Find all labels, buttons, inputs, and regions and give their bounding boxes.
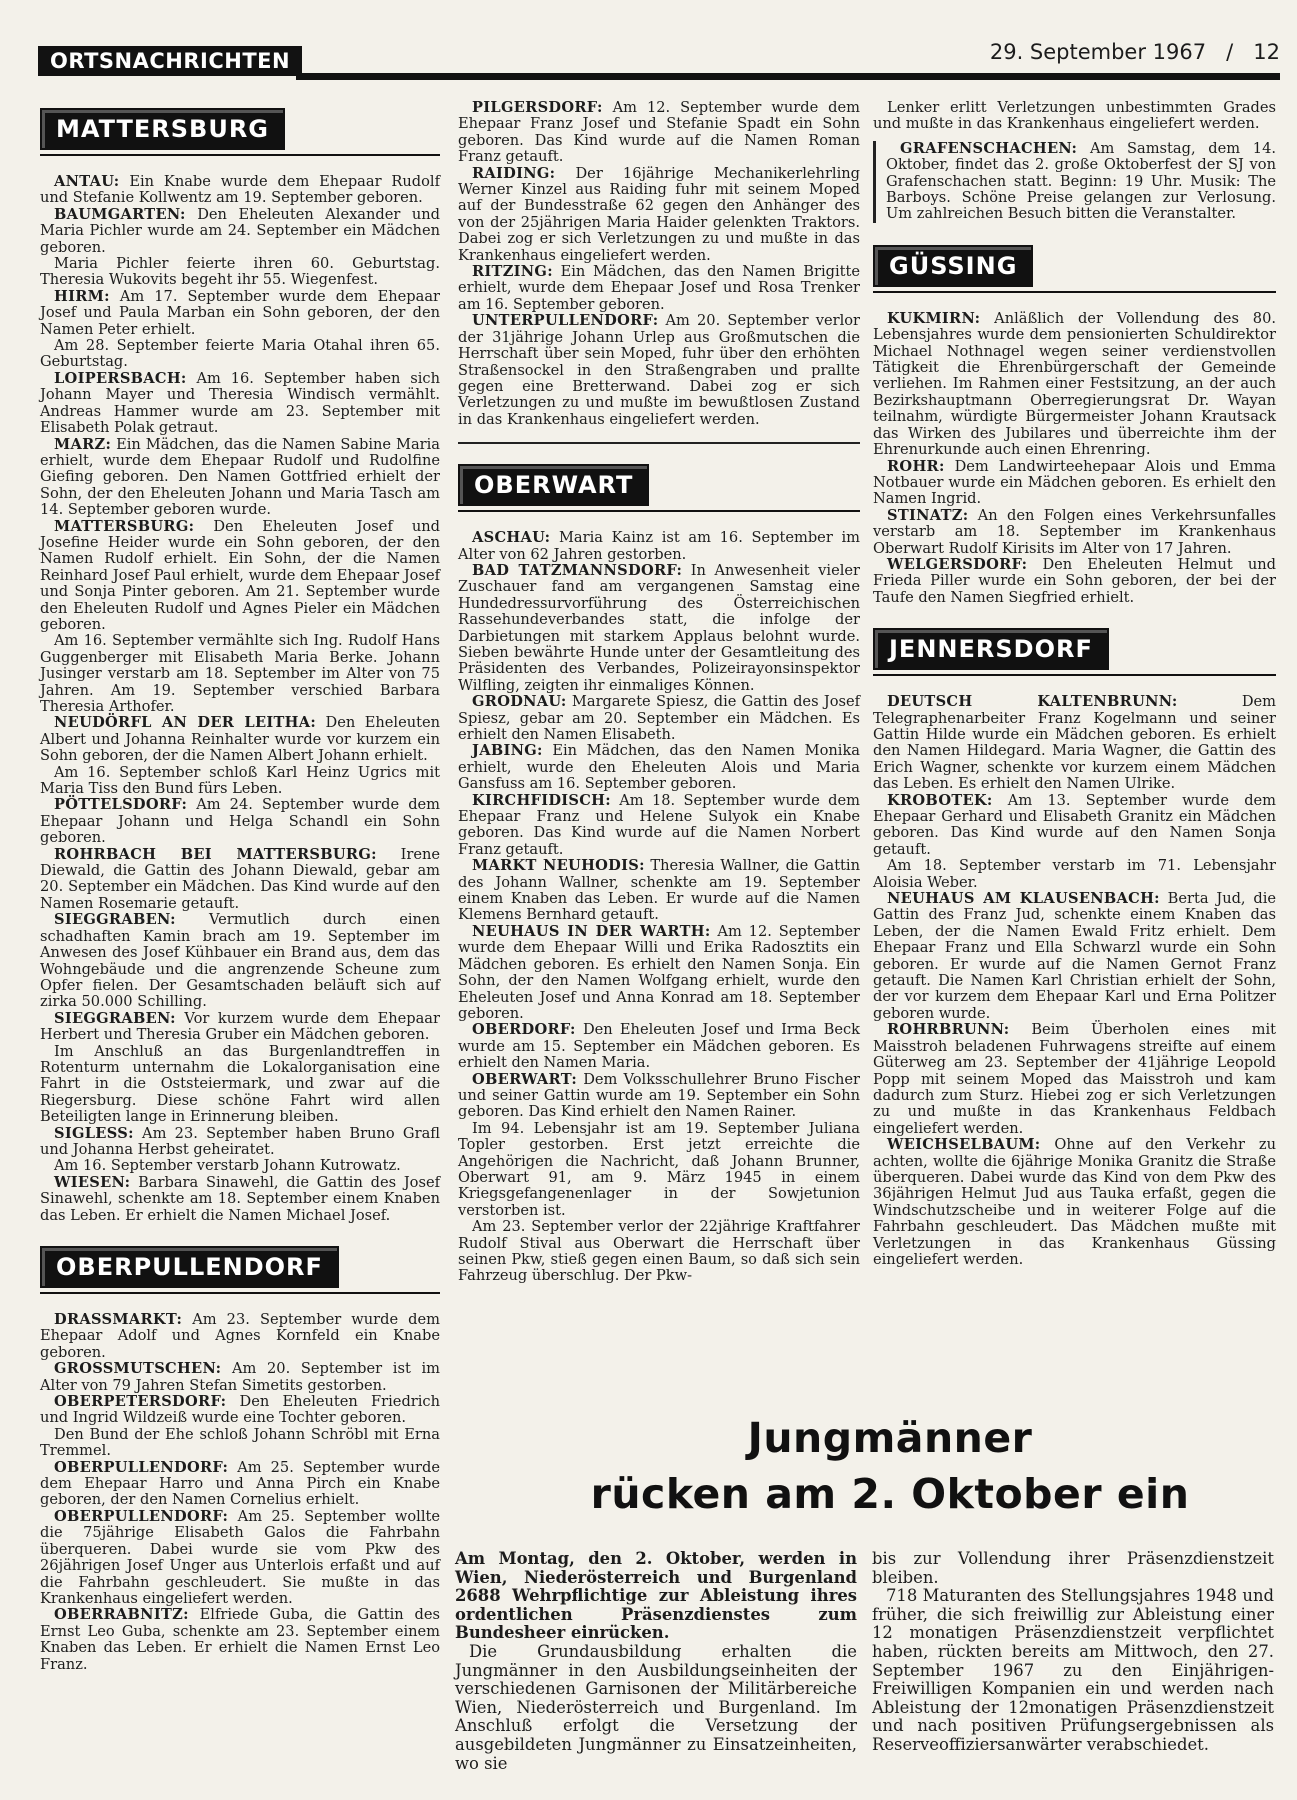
item-text: Den Eheleuten Albert und Johanna Reinhalter wurde vor kurzem ein Sohn geboren, der die Namen Albert Johann erhielt.	[40, 714, 441, 765]
place-name: STINATZ:	[887, 506, 969, 524]
column-2	[458, 100, 860, 1285]
news-item	[40, 1312, 440, 1361]
place-name: OBERRABNITZ:	[54, 1606, 189, 1624]
item-text: Ein Mädchen, das die Namen Sabine Maria erhielt, wurde dem Ehepaar Rudolf und Rudolfine Giefing geboren. Den Namen Gottfried erhielt der Sohn, der den Eheleuten Johann und Maria Tasch am 14. September geboren wurde.	[40, 435, 440, 519]
news-item	[458, 793, 860, 859]
item-text: Den Eheleuten Helmut und Frieda Piller wurde ein Sohn geboren, der bei der Taufe den Namen Siegfried erhielt.	[873, 555, 1277, 606]
item-text: Lenker erlitt Verletzungen unbestimmten Grades und mußte in das Krankenhaus eingeliefert werden.	[873, 99, 1276, 133]
news-item	[458, 924, 860, 1022]
item-text: Am 16. September vermählte sich Ing. Rudolf Hans Guggenberger mit Elisabeth Maria Berke. Johann Jusinger verstarb am 18. September im Alter von 75 Jahren. Am 19. September verschied Barbara Theresia Arthofer.	[40, 632, 440, 715]
item-text: Am 23. September verlor der 22jährige Kraftfahrer Rudolf Stival aus Oberwart die Herrschaft über seinen Pkw, stieß gegen einen Baum, so daß sich sein Fahrzeug überschlug. Der Pkw-	[458, 1218, 860, 1285]
news-item	[40, 765, 440, 798]
item-text: Am 12. September wurde dem Ehepaar Franz Josef und Stefanie Spadt ein Sohn geboren. Das Kind wurde auf die Namen Roman Franz getauft.	[458, 99, 860, 166]
place-name: OBERPULLENDORF:	[54, 1507, 229, 1525]
place-name: GRODNAU:	[472, 693, 567, 711]
item-text: In Anwesenheit vieler Zuschauer fand am vergangenen Samstag eine Hundedressurvorführung des Österreichischen Rassehundeverbandes statt, die infolge der Darbietungen mit starkem Applaus belohnt wurde. Sieben bewährte Hunde unter der Gesamtleitung des Präsidenten des Verbandes, Polizeirayonsinspektor Wilfling, zeigten ihr einmaliges Können.	[458, 561, 860, 694]
item-text: Am 28. September feierte Maria Otahal ihren 65. Geburtstag.	[40, 337, 440, 371]
item-text: Am 23. September haben Bruno Grafl und Johanna Herbst geheiratet.	[40, 1124, 440, 1158]
place-name: RAIDING:	[472, 164, 556, 182]
news-item	[873, 891, 1276, 1022]
article-paragraph: Die Grundausbildung erhalten die Jungmänner in den Ausbildungseinheiten der verschiedenen Garnisonen der Militärbereiche Wien, Niederösterreich und Burgenland. Im Anschluß erfolgt die Versetzung der ausgebildeten Jungmänner zu Einsatzeinheiten, wo sie	[455, 1641, 857, 1773]
news-item	[40, 847, 440, 913]
place-name: KIRCHFIDISCH:	[472, 791, 611, 809]
place-name: RITZING:	[472, 263, 553, 281]
region-header-oberwart	[458, 456, 860, 526]
place-name: UNTERPULLENDORF:	[472, 312, 659, 330]
item-text: Den Eheleuten Friedrich und Ingrid Wildzeiß wurde eine Tochter geboren.	[40, 1393, 440, 1427]
place-name: BAD TATZMANNSDORF:	[472, 561, 683, 579]
news-item	[40, 437, 440, 519]
region-header-mattersburg	[40, 100, 440, 170]
place-name: GROSSMUTSCHEN:	[54, 1360, 222, 1378]
item-text: Vermutlich durch einen schadhaften Kamin brach am 19. September im Anwesen des Josef Kühbauer ein Brand aus, dem das Wohngebäude und die angrenzende Scheune zum Opfer fielen. Der Gesamtschaden beläuft sich auf zirka 50.000 Schilling.	[40, 911, 440, 1011]
news-item	[40, 207, 440, 256]
item-text: Den Eheleuten Josef und Irma Beck wurde am 15. September ein Mädchen geboren. Es erhielt den Namen Maria.	[458, 1021, 861, 1072]
item-text: Am 24. September wurde dem Ehepaar Johann und Helga Schandl ein Sohn geboren.	[40, 796, 441, 847]
divider	[458, 442, 860, 444]
place-name: NEUHAUS AM KLAUSENBACH:	[887, 890, 1160, 908]
item-text: Berta Jud, die Gattin des Franz Jud, schenkte einem Knaben das Leben, der die Namen Ewald Fritz erhielt. Dem Ehepaar Franz und Ella Schwarzl wurde ein Sohn geboren. Er wurde auf die Namen Gernot Franz getauft. Die Namen Karl Christian erhielt der Sohn, der vor kurzem dem Ehepaar Karl und Erna Politzer geboren wurde.	[873, 890, 1277, 1022]
item-text: Ohne auf den Verkehr zu achten, wollte die 6jährige Monika Granitz die Straße überqueren. Dabei wurde das Kind von dem Pkw des 36jährigen Helmut Jud aus Tauka erfaßt, gegen die Windschutzscheibe und in weiterer Folge auf die Fahrbahn geschleudert. Das Mädchen mußte mit Verletzungen in das Krankenhaus Güssing eingeliefert werden.	[873, 1136, 1277, 1268]
news-item	[873, 793, 1276, 859]
item-text: Dem Telegraphenarbeiter Franz Kogelmann und seiner Gattin Hilde wurde ein Mädchen geboren. Es erhielt den Namen Hildegard. Maria Wagner, die Gattin des Erich Wagner, schenkte vor kurzem einem Mädchen das Leben. Es erhielt den Namen Ulrike.	[873, 693, 1277, 793]
header-rule	[40, 154, 440, 156]
item-text: Am 20. September verlor der 31jährige Johann Urlep aus Großmutschen die Herrschaft über sein Moped, fuhr über den erhöhten Straßensockel in den Straßengraben und prallte gegen eine Bretterwand. Dabei zog er sich Verletzungen zu und mußte im bewußtlosen Zustand in das Krankenhaus eingeliefert werden.	[458, 312, 861, 428]
column-1	[40, 100, 440, 1673]
news-item	[458, 858, 860, 924]
masthead-rule	[296, 73, 1280, 80]
item-text: Maria Pichler feierte ihren 60. Geburtstag. Theresia Wukovits begeht ihr 55. Wiegenfest.	[40, 255, 440, 289]
news-item	[458, 1022, 860, 1071]
header-rule	[40, 1292, 440, 1294]
place-name: SIGLESS:	[54, 1124, 134, 1142]
item-text: An den Folgen eines Verkehrsunfalles verstarb am 18. September im Krankenhaus Oberwart Rudolf Kirisits im Alter von 17 Jahren.	[873, 506, 1276, 557]
item-text: Barbara Sinawehl, die Gattin des Josef Sinawehl, schenkte am 18. September einem Knaben das Leben. Er erhielt die Namen Michael Josef.	[40, 1173, 440, 1224]
article-paragraph: 718 Maturanten des Stellungsjahres 1948 und früher, die sich freiwillig zur Ableistung einer 12 monatigen Präsenzdienstzeit verpflichtet haben, rückten bereits am Mittwoch, den 27. September 1967 zu den Einjährigen-Freiwilligen Kompanien ein und werden nach Ableistung der 12monatigen Präsenzdienstzeit und nach positiven Prüfungsergebnissen als Reserveoffiziersanwärter verabschiedet.	[872, 1586, 1274, 1754]
header-rule	[458, 510, 860, 512]
item-text: Am 16. September verstarb Johann Kutrowatz.	[54, 1157, 401, 1175]
news-item	[40, 1460, 440, 1509]
item-text: Am 25. September wollte die 75jährige Elisabeth Galos die Fahrbahn überqueren. Dabei wurde sie vom Pkw des 26jährigen Josef Unger aus Unterlois erfaßt und auf die Fahrbahn geschleudert. Sie mußte in das Krankenhaus eingeliefert werden.	[40, 1507, 440, 1607]
item-text: Am 18. September wurde dem Ehepaar Franz und Helene Sulyok ein Knabe geboren. Das Kind wurde auf die Namen Norbert Franz getauft.	[458, 791, 861, 858]
item-text: Vor kurzem wurde dem Ehepaar Herbert und Theresia Gruber ein Mädchen geboren.	[40, 1009, 440, 1044]
item-text: Am 18. September verstarb im 71. Lebensjahr Aloisia Weber.	[873, 857, 1276, 891]
boxed-notice	[873, 141, 1276, 223]
section-label: ORTSNACHRICHTEN	[38, 46, 302, 76]
news-item	[40, 633, 440, 715]
place-name: OBERDORF:	[472, 1021, 576, 1039]
region-header-guessing	[873, 237, 1276, 307]
place-name: DEUTSCH KALTENBRUNN:	[887, 693, 1178, 711]
date-separator: /	[1212, 40, 1247, 64]
item-text: Den Bund der Ehe schloß Johann Schröbl mit Erna Tremmel.	[40, 1425, 440, 1460]
place-name: SIEGGRABEN:	[54, 1009, 176, 1027]
news-item	[40, 1509, 440, 1607]
news-list-oberwart-cont	[873, 100, 1276, 133]
page-number: 12	[1253, 40, 1280, 64]
place-name: KUKMIRN:	[887, 309, 981, 327]
header-rule	[873, 291, 1276, 293]
place-name: PÖTTELSDORF:	[54, 796, 188, 814]
item-text: Margarete Spiesz, die Gattin des Josef Spiesz, gebar am 20. September ein Mädchen. Es erhielt den Namen Elisabeth.	[458, 693, 861, 743]
news-item	[873, 459, 1276, 508]
place-name: SIEGGRABEN:	[54, 911, 176, 929]
news-item	[458, 1219, 860, 1285]
news-item	[458, 313, 860, 428]
place-name: WIESEN:	[54, 1173, 131, 1191]
news-item	[873, 557, 1276, 606]
article-column-1	[455, 1550, 857, 1773]
region-title: JENNERSDORF	[873, 628, 1109, 670]
news-item	[458, 1121, 860, 1219]
region-title: MATTERSBURG	[40, 108, 285, 150]
article-paragraph: bis zur Vollendung ihrer Präsenzdienstzeit bleiben.	[872, 1549, 1274, 1587]
place-name: ROHRBACH BEI MATTERSBURG:	[54, 845, 377, 863]
news-list-oberpullendorf-cont	[458, 100, 860, 428]
news-item	[458, 694, 860, 743]
news-item	[40, 1126, 440, 1159]
item-text: Theresia Wallner, die Gattin des Johann Wallner, schenkte am 19. September einem Knaben das Leben. Er wurde auf die Namen Klemens Bernhard getauft.	[458, 857, 860, 924]
article-column-2	[872, 1550, 1274, 1755]
item-text: Ein Knabe wurde dem Ehepaar Rudolf und Stefanie Kollwentz am 19. September geboren.	[40, 173, 440, 207]
news-item	[40, 1607, 440, 1673]
news-list-mattersburg	[40, 174, 440, 1224]
item-text: Am 17. September wurde dem Ehepaar Josef und Paula Marban ein Sohn geboren, der den Namen Peter erhielt.	[40, 287, 440, 338]
place-name: NEUDÖRFL AN DER LEITHA:	[54, 714, 317, 732]
news-item	[40, 256, 440, 289]
issue-date: 29. September 1967	[989, 40, 1207, 64]
masthead	[38, 38, 1280, 82]
item-text: Irene Diewald, die Gattin des Johann Diewald, gebar am 20. September ein Mädchen. Das Kind wurde auf den Namen Rosemarie getauft.	[40, 845, 440, 912]
item-text: Den Eheleuten Josef und Josefine Heider wurde ein Sohn geboren, der den Namen Rudolf erhielt. Ein Sohn, der die Namen Reinhard Josef Paul erhielt, wurde dem Ehepaar Josef und Sonja Pinter geboren. Am 21. September wurde den Eheleuten Rudolf und Agnes Pieler ein Mädchen geboren.	[40, 517, 441, 633]
news-item	[40, 1427, 440, 1460]
item-text: Elfriede Guba, die Gattin des Ernst Leo Guba, schenkte am 23. September einem Knaben das Leben. Er erhielt die Namen Ernst Leo Franz.	[40, 1606, 441, 1673]
place-name: OBERPETERSDORF:	[54, 1393, 227, 1411]
news-list-guessing	[873, 311, 1276, 606]
news-item	[40, 715, 440, 764]
item-text: Beim Überholen eines mit Maisstroh beladenen Fuhrwagens streifte auf einem Güterweg am 23. September der 41jährige Leopold Popp mit seinem Moped das Maisstroh und kam dadurch zum Sturz. Hiebei zog er sich Verletzungen zu und mußte in das Krankenhaus Feldbach eingeliefert werden.	[873, 1021, 1277, 1137]
article-headline	[540, 1410, 1240, 1522]
news-item	[40, 371, 440, 437]
news-item	[40, 1011, 440, 1044]
place-name: MARKT NEUHODIS:	[472, 857, 645, 875]
place-name: LOIPERSBACH:	[54, 369, 187, 387]
place-name: JABING:	[472, 742, 543, 760]
news-item	[458, 1072, 860, 1121]
region-header-oberpullendorf	[40, 1238, 440, 1308]
news-item	[40, 912, 440, 1010]
item-text: Im Anschluß an das Burgenlandtreffen in Rotenturm unternahm die Lokalorganisation eine Fahrt in die Oststeiermark, und zwar auf die Riegersburg. Diese schöne Fahrt wird allen Beteiligten lange in Erinnerung bleiben.	[40, 1042, 440, 1126]
place-name: MARZ:	[54, 435, 112, 453]
news-item	[40, 797, 440, 846]
item-text: Am 13. September wurde dem Ehepaar Gerhard und Elisabeth Granitz ein Mädchen geboren. Das Kind wurde auf den Namen Sonja getauft.	[873, 791, 1277, 858]
place-name: ANTAU:	[54, 173, 120, 190]
item-text: Den Eheleuten Alexander und Maria Pichler wurde am 24. September ein Mädchen geboren.	[40, 205, 441, 256]
news-list-jennersdorf	[873, 694, 1276, 1268]
news-item	[40, 174, 440, 207]
news-item	[873, 100, 1276, 133]
news-item	[40, 519, 440, 634]
place-name: NEUHAUS IN DER WARTH:	[472, 922, 711, 940]
headline-line-1: Jungmänner	[747, 1414, 1033, 1462]
news-item	[40, 1394, 440, 1427]
item-text: Maria Kainz ist am 16. September im Alter von 62 Jahren gestorben.	[458, 529, 860, 563]
news-item	[873, 1022, 1276, 1137]
place-name: OBERWART:	[472, 1070, 578, 1088]
item-text: Am Samstag, dem 14. Oktober, findet das 2. große Oktoberfest der SJ von Grafenschachen statt. Beginn: 19 Uhr. Musik: The Barboys. Schöne Preise gelangen zur Verlosung. Um zahlreichen Besuch bitten die Veranstalter.	[886, 139, 1276, 223]
article-lead: Am Montag, den 2. Oktober, werden in Wien, Niederösterreich und Burgenland 2688 Wehrpflichtige zur Ableistung ihres ordentlichen Präsenzdienstes zum Bundesheer einrücken.	[455, 1549, 857, 1643]
news-item	[458, 563, 860, 694]
place-name: ASCHAU:	[472, 529, 551, 547]
news-item	[458, 743, 860, 792]
header-rule	[873, 674, 1276, 676]
item-text: Am 12. September wurde dem Ehepaar Willi und Erika Radosztits ein Mädchen geboren. Es erhielt den Namen Sonja. Ein Sohn, der den Namen Wolfgang erhielt, wurde den Eheleuten Josef und Anna Konrad am 18. September geboren.	[458, 922, 861, 1022]
item-text: Am 20. September ist im Alter von 79 Jahren Stefan Simetits gestorben.	[40, 1360, 440, 1394]
region-title: OBERPULLENDORF	[40, 1246, 339, 1288]
place-name: ROHRBRUNN:	[887, 1021, 1010, 1039]
news-item	[458, 100, 860, 166]
column-3	[873, 100, 1276, 1268]
place-name: HIRM:	[54, 287, 110, 305]
news-item	[873, 311, 1276, 459]
place-name: MATTERSBURG:	[54, 517, 195, 535]
item-text: Dem Landwirteehepaar Alois und Emma Notbauer wurde ein Mädchen geboren. Es erhielt den Namen Ingrid.	[873, 457, 1276, 508]
news-item	[458, 264, 860, 313]
headline-line-2: rücken am 2. Oktober ein	[590, 1470, 1190, 1518]
news-item	[40, 338, 440, 371]
news-item	[40, 1158, 440, 1174]
place-name: ROHR:	[887, 457, 945, 475]
region-header-jennersdorf	[873, 620, 1276, 690]
news-item	[873, 858, 1276, 891]
item-text: Am 16. September haben sich Johann Mayer und Theresia Windisch vermählt. Andreas Hammer wurde am 23. September mit Elisabeth Polak getraut.	[40, 369, 441, 437]
place-name: GRAFENSCHACHEN:	[900, 139, 1078, 157]
news-list-oberpullendorf	[40, 1312, 440, 1673]
news-item	[886, 141, 1276, 223]
region-title: OBERWART	[458, 464, 649, 506]
place-name: KROBOTEK:	[887, 791, 993, 809]
item-text: Dem Volksschullehrer Bruno Fischer und seiner Gattin wurde am 19. September ein Sohn geboren. Das Kind erhielt den Namen Rainer.	[458, 1070, 861, 1121]
news-item	[40, 1361, 440, 1394]
news-item	[873, 1137, 1276, 1268]
place-name: PILGERSDORF:	[472, 99, 603, 116]
place-name: DRASSMARKT:	[54, 1311, 183, 1328]
item-text: Ein Mädchen, das den Namen Monika erhielt, wurde den Eheleuten Alois und Maria Gansfuss am 16. September geboren.	[458, 742, 861, 793]
news-item	[873, 508, 1276, 557]
item-text: Am 25. September wurde dem Ehepaar Harro und Anna Pirch ein Knabe geboren, der den Namen Cornelius erhielt.	[40, 1458, 441, 1509]
item-text: Ein Mädchen, das den Namen Brigitte erhielt, wurde dem Ehepaar Josef und Rosa Trenker am 16. September geboren.	[458, 263, 860, 313]
region-title: GÜSSING	[873, 245, 1033, 287]
news-item	[40, 289, 440, 338]
news-item	[458, 166, 860, 264]
news-item	[458, 530, 860, 563]
item-text: Am 16. September schloß Karl Heinz Ugrics mit Maria Tiss den Bund fürs Leben.	[40, 763, 440, 798]
item-text: Im 94. Lebensjahr ist am 19. September Juliana Topler gestorben. Erst jetzt erreichte die Angehörigen die Nachricht, daß Johann Brunner, Oberwart 91, am 9. März 1945 in einem Kriegsgefangenenlager in der Sowjetunion verstorben ist.	[458, 1119, 860, 1219]
news-list-oberwart	[458, 530, 860, 1285]
item-text: Der 16jährige Mechanikerlehrling Werner Kinzel aus Raiding fuhr mit seinem Moped auf der Bundesstraße 62 gegen den Anhänger des von der 25jährigen Maria Haider gelenkten Traktors. Dabei zog er sich Verletzungen zu und mußte in das Krankenhaus eingeliefert werden.	[458, 164, 860, 264]
place-name: BAUMGARTEN:	[54, 205, 186, 223]
news-item	[40, 1044, 440, 1126]
item-text: Am 23. September wurde dem Ehepaar Adolf und Agnes Kornfeld ein Knabe geboren.	[40, 1311, 440, 1361]
news-item	[873, 694, 1276, 792]
place-name: OBERPULLENDORF:	[54, 1458, 229, 1476]
dateline	[990, 40, 1280, 64]
place-name: WELGERSDORF:	[887, 555, 1028, 573]
news-item	[40, 1175, 440, 1224]
item-text: Anläßlich der Vollendung des 80. Lebensjahres wurde dem pensionierten Schuldirektor Michael Nothnagel wegen seiner verdienstvollen Tätigkeit die Ehrenbürgerschaft der Gemeinde verliehen. Im Rahmen einer Festsitzung, an der auch Bezirkshauptmann Oberregierungsrat Dr. Wayan teilnahm, würdigte Bürgermeister Johann Krautsack das Wirken des Jubilares und überreichte ihm der Ehrenurkunde auch einen Ehrenring.	[873, 309, 1276, 459]
place-name: WEICHSELBAUM:	[887, 1136, 1041, 1154]
